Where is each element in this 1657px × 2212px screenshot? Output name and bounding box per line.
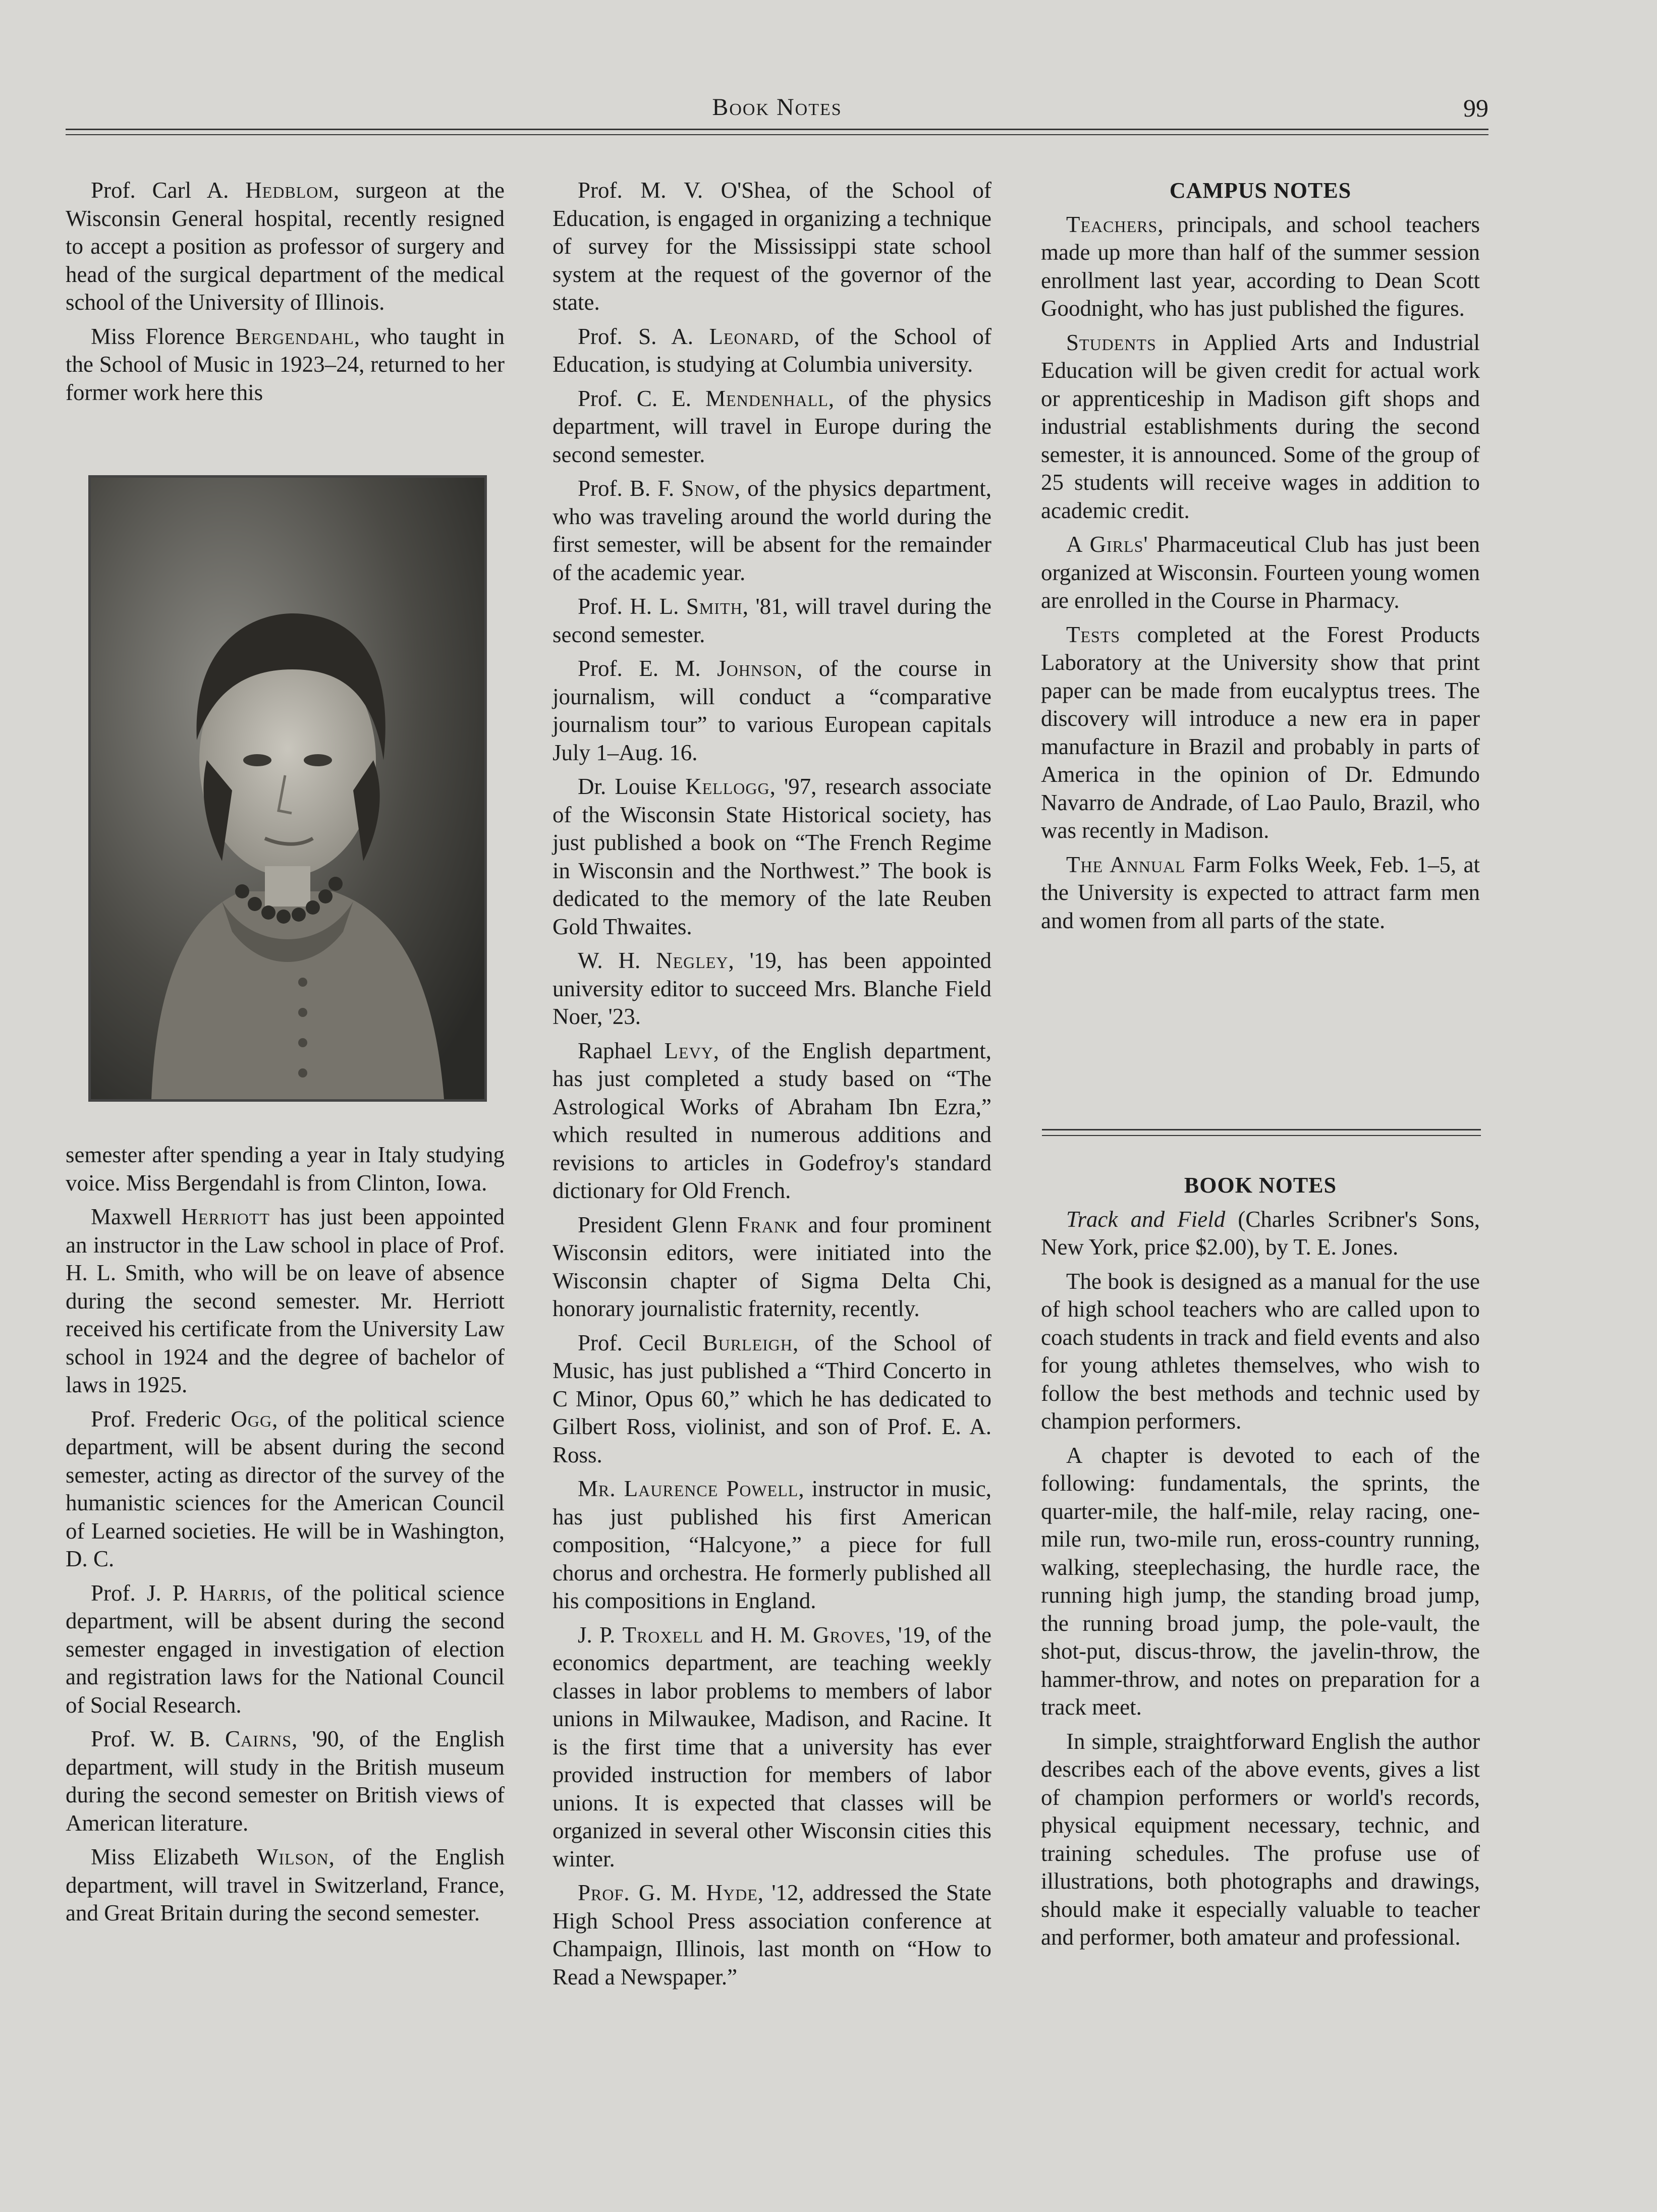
note-hyde: Prof. G. M. Hyde, '12, addressed the State High School Press association conference at Champaign, Illinois, last month on “How to Read a Newspaper.” xyxy=(553,1880,991,1990)
note-hedblom: Prof. Carl A. Hedblom, surgeon at the Wisconsin General hospital, recently resigned to accept a position as professor of surgery and head of the surgical department of the medical school of the University of Illinois. xyxy=(66,178,505,315)
book-notes-heading: BOOK NOTES xyxy=(1184,1173,1337,1198)
column-2 xyxy=(553,177,991,1997)
note-wilson: Miss Elizabeth Wilson, of the English department, will travel in Switzerland, France, and Great Britain during the second semester. xyxy=(66,1844,505,1925)
note-kellogg: Dr. Louise Kellogg, '97, research associate of the Wisconsin State Historical society, has just published a book on “The French Regime in Wisconsin and the Northwest.” The book is dedicated to the memory of the late Reuben Gold Thwaites. xyxy=(553,774,992,939)
note-leonard: Prof. S. A. Leonard, of the School of Education, is studying at Columbia university. xyxy=(553,323,991,377)
note-oshea: Prof. M. V. O'Shea, of the School of Education, is engaged in organizing a technique of survey for the Mississippi state school system at the request of the governor of the state. xyxy=(553,178,991,315)
campus-notes-heading: CAMPUS NOTES xyxy=(1169,178,1352,203)
note-mendenhall: Prof. C. E. Mendenhall, of the physics department, will travel in Europe during the second semester. xyxy=(553,385,991,467)
book-review-p1: The book is designed as a manual for the use of high school teachers who are called upon to coach students in track and field events and also for young athletes themselves, who wish to follow the best methods and technic used by champion performers. xyxy=(1041,1268,1480,1434)
book-review-p2: A chapter is devoted to each of the following: fundamentals, the sprints, the quarter-mile, the half-mile, relay racing, one-mile run, two-mile run, eross-country running, walking, steeplechasing, the hurdle race, the running high jump, the standing broad jump, the running broad jump, the pole-vault, the shot-put, discus-throw, the javelin-throw, the hammer-throw, and notes on preparation for a track meet. xyxy=(1041,1442,1480,1720)
note-johnson: Prof. E. M. Johnson, of the course in journalism, will conduct a “comparative journalism tour” to various European capitals July 1–Aug. 16. xyxy=(553,656,991,765)
note-herriott: Maxwell Herriott has just been appointed an instructor in the Law school in place of Prof. H. L. Smith, who will be on leave of absence during the second semester. Mr. Herriott received his certificate from the University Law school in 1924 and the degree of bachelor of laws in 1925. xyxy=(66,1204,505,1397)
column-1-bottom xyxy=(66,1141,505,1934)
note-frank: President Glenn Frank and four prominent Wisconsin editors, were initiated into the Wisconsin chapter of Sigma Delta Chi, honorary journalistic fraternity, recently. xyxy=(553,1212,991,1321)
book-title: Track and Field xyxy=(1066,1206,1226,1232)
book-review-p3: In simple, straightforward English the author describes each of the above events, gives a list of champion performers or world's records, physical equipment necessary, technic, and training schedules. The profuse use of illustrations, both photographs and drawings, should make it especially valuable to teacher and performer, both amateur and professional. xyxy=(1041,1728,1480,1950)
note-powell: Mr. Laurence Powell, instructor in music, has just published his first American composition, “Halcyone,” a piece for full chorus and orchestra. He formerly published all his compositions in England. xyxy=(553,1476,991,1613)
running-title: Book Notes xyxy=(712,94,842,121)
campus-note-students: Students in Applied Arts and Industrial Education will be given credit for actual work or apprenticeship in Madison gift shops and industrial establishments during the second semester, it is announced. Some of the group of 25 students will receive wages in addition to academic credit. xyxy=(1041,329,1480,523)
page-number: 99 xyxy=(1463,94,1488,122)
column-1-top xyxy=(66,177,505,413)
section-rule xyxy=(1042,1129,1481,1130)
note-smith: Prof. H. L. Smith, '81, will travel during the second semester. xyxy=(553,594,991,647)
campus-note-teachers: Teachers, principals, and school teachers made up more than half of the summer session enrollment last year, according to Dean Scott Goodnight, who has just published the figures. xyxy=(1041,211,1480,321)
header-rule xyxy=(66,129,1488,130)
portrait-photo xyxy=(88,475,487,1102)
campus-note-tests: Tests completed at the Forest Products Laboratory at the University show that print paper can be made from eucalyptus trees. The discovery will introduce a new era in paper manufacture in Brazil and probably in parts of America in the opinion of Dr. Edmundo Navarro de Andrade, of Lao Paulo, Brazil, who was recently in Madison. xyxy=(1041,621,1480,843)
note-troxell-groves: J. P. Troxell and H. M. Groves, '19, of the economics department, are teaching weekly classes in labor problems to members of labor unions in Milwaukee, Madison, and Racine. It is the first time that a university has ever provided instruction for members of labor unions. It is expected that classes will be organized in several other Wisconsin cities this winter. xyxy=(553,1622,992,1871)
note-cairns: Prof. W. B. Cairns, '90, of the English department, will study in the British museum during the second semester on British views of American literature. xyxy=(66,1726,505,1836)
column-3-campus-notes xyxy=(1041,177,1480,941)
note-bergendahl: Miss Florence Bergendahl, who taught in the School of Music in 1923–24, returned to her former work here this xyxy=(66,323,505,405)
note-ogg: Prof. Frederic Ogg, of the political science department, will be absent during the second semester, acting as director of the survey of the humanistic sciences for the American Council of Learned societies. He will be in Washington, D. C. xyxy=(66,1406,505,1571)
note-snow: Prof. B. F. Snow, of the physics department, who was traveling around the world during the first semester, will be absent for the remainder of the academic year. xyxy=(553,476,992,585)
note-bergendahl-cont: semester after spending a year in Italy studying voice. Miss Bergendahl is from Clinton, Iowa. xyxy=(66,1142,505,1196)
book-citation: Track and Field (Charles Scribner's Sons, New York, price $2.00), by T. E. Jones. xyxy=(1041,1206,1480,1260)
note-negley: W. H. Negley, '19, has been appointed university editor to succeed Mrs. Blanche Field Noer, '23. xyxy=(553,948,991,1029)
campus-note-pharmaceutical: A Girls' Pharmaceutical Club has just been organized at Wisconsin. Fourteen young women are enrolled in the Course in Pharmacy. xyxy=(1041,532,1480,613)
note-harris: Prof. J. P. Harris, of the political science department, will be absent during the second semester engaged in investigation of election and registration laws for the National Council of Social Research. xyxy=(66,1580,505,1718)
note-levy: Raphael Levy, of the English department, has just completed a study based on “The Astrological Works of Abraham Ibn Ezra,” which resulted in numerous additions and revisions to articles in Godefroy's standard dictionary for Old French. xyxy=(553,1038,991,1203)
running-header xyxy=(66,93,1488,134)
section-rule-thin xyxy=(1042,1135,1481,1136)
column-3-book-notes xyxy=(1041,1171,1480,1958)
note-burleigh: Prof. Cecil Burleigh, of the School of Music, has just published a “Third Concerto in C Minor, Opus 60,” which he has dedicated to Gilbert Ross, violinist, and son of Prof. E. A. Ross. xyxy=(553,1330,991,1467)
campus-note-farm-folks: The Annual Farm Folks Week, Feb. 1–5, at the University is expected to attract farm men and women from all parts of the state. xyxy=(1041,852,1480,933)
header-rule-thin xyxy=(66,134,1488,135)
